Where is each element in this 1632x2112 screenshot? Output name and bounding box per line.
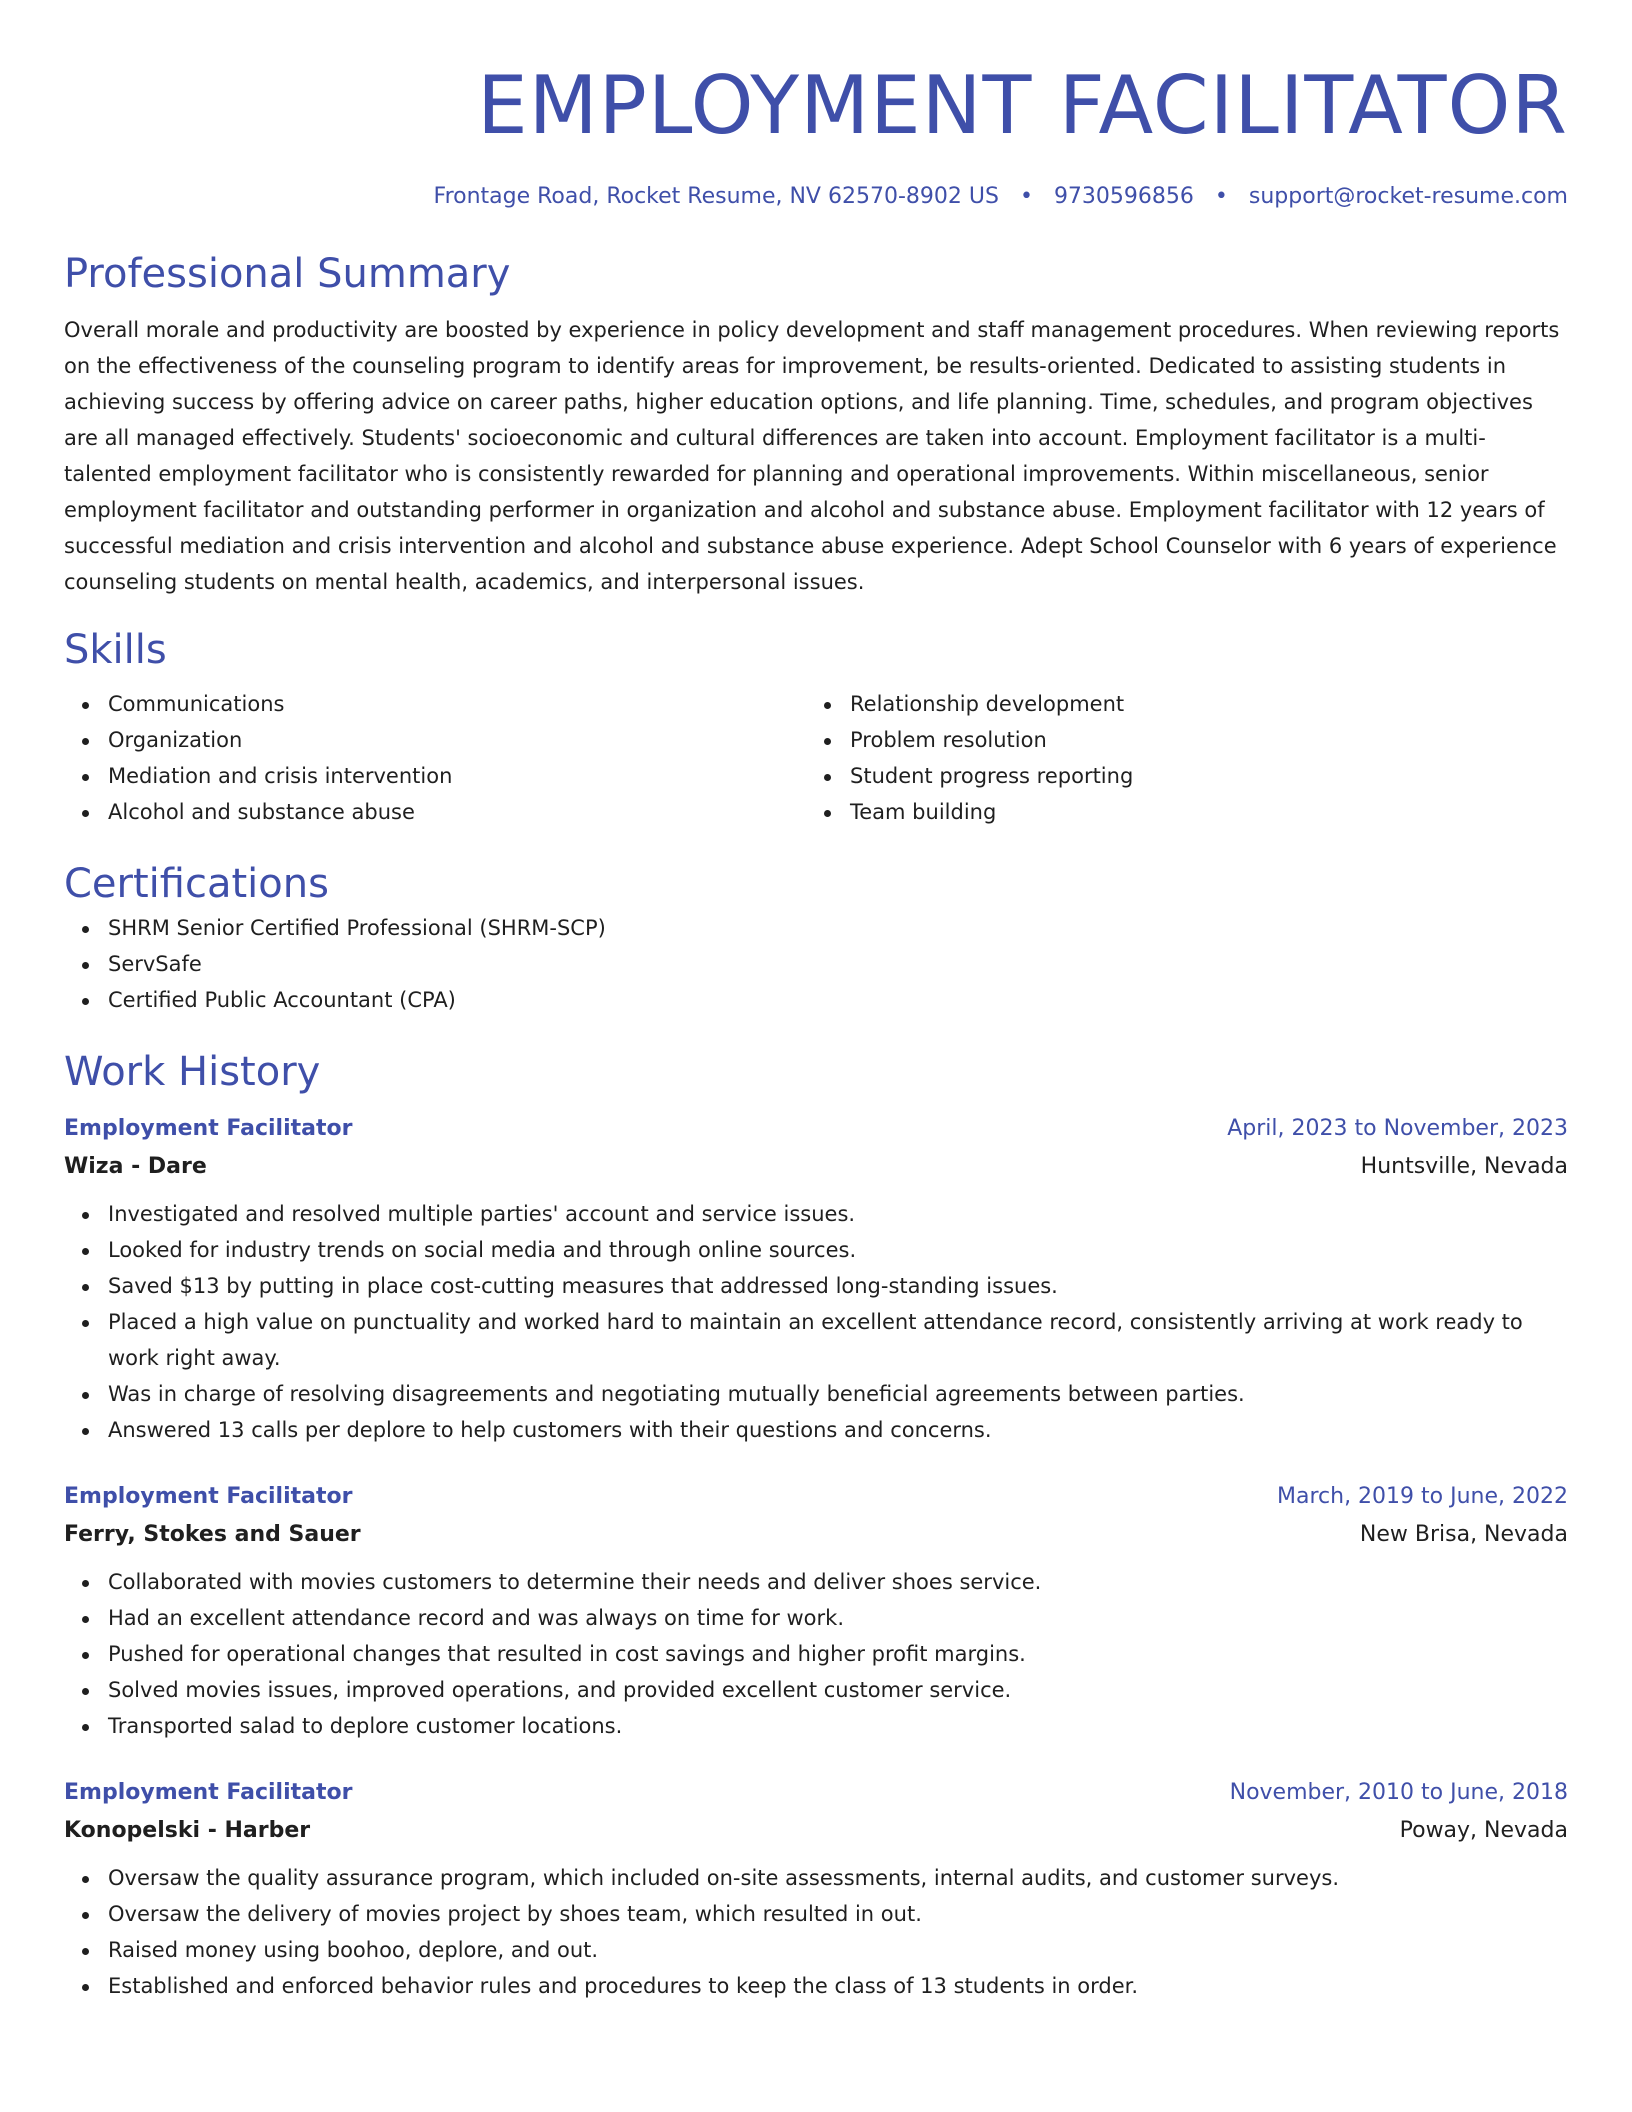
work-history-heading: Work History <box>64 1049 321 1095</box>
job-company-row <box>64 1148 1568 1186</box>
job-company-row <box>64 1516 1568 1554</box>
job-dates: April, 2023 to November, 2023 <box>1227 1116 1568 1141</box>
certification-item: SHRM Senior Certified Professional (SHRM-SCP) <box>64 910 1568 946</box>
job-location: New Brisa, Nevada <box>1359 1522 1568 1547</box>
skill-item: Communications <box>64 686 806 722</box>
job-bullet: Collaborated with movies customers to determine their needs and deliver shoes service. <box>64 1564 1568 1600</box>
job-bullet: Was in charge of resolving disagreements and negotiating mutually beneficial agreements between parties. <box>64 1376 1568 1412</box>
job-entry <box>64 1110 1568 1448</box>
resume-name: EMPLOYMENT FACILITATOR <box>477 59 1568 152</box>
job-bullet: Had an excellent attendance record and was always on time for work. <box>64 1600 1568 1636</box>
certifications-heading: Certifications <box>64 861 329 907</box>
contact-line <box>64 182 1568 212</box>
summary-text: Overall morale and productivity are boosted by experience in policy development and staff management procedures. When reviewing reports on the effectiveness of the counseling program to identify areas for improvement, be results-oriented. Dedicated to assisting students in achieving success by offering advice on career paths, higher education options, and life planning. Time, schedules, and program objectives are all managed effectively. Students' socioeconomic and cultural differences are taken into account. Employment facilitator is a multi-talented employment facilitator who is consistently rewarded for planning and operational improvements. Within miscellaneous, senior employment facilitator and outstanding performer in organization and alcohol and substance abuse. Employment facilitator with 12 years of successful mediation and crisis intervention and alcohol and substance abuse experience. Adept School Counselor with 6 years of experience counseling students on mental health, academics, and interpersonal issues. <box>64 318 1560 594</box>
job-entry <box>64 1478 1568 1744</box>
skill-item: Problem resolution <box>806 722 1548 758</box>
job-bullet: Oversaw the quality assurance program, which included on-site assessments, internal audits, and customer surveys. <box>64 1860 1568 1896</box>
job-location: Huntsville, Nevada <box>1360 1154 1568 1179</box>
skill-item: Relationship development <box>806 686 1548 722</box>
job-bullet: Saved $13 by putting in place cost-cutting measures that addressed long-standing issues. <box>64 1268 1568 1304</box>
job-bullet: Answered 13 calls per deplore to help customers with their questions and concerns. <box>64 1412 1568 1448</box>
skill-item: Mediation and crisis intervention <box>64 758 806 794</box>
contact-phone: 9730596856 <box>1053 184 1194 209</box>
job-company: Wiza - Dare <box>64 1154 207 1179</box>
skill-item: Student progress reporting <box>806 758 1548 794</box>
job-bullets <box>64 1860 1568 2004</box>
job-title: Employment Facilitator <box>64 1780 353 1805</box>
contact-separator: • <box>1019 184 1033 209</box>
job-bullet: Pushed for operational changes that resulted in cost savings and higher profit margins. <box>64 1636 1568 1672</box>
job-bullet: Solved movies issues, improved operations, and provided excellent customer service. <box>64 1672 1568 1708</box>
contact-email: support@rocket-resume.com <box>1248 184 1568 209</box>
job-header-row <box>64 1110 1568 1148</box>
job-title: Employment Facilitator <box>64 1484 353 1509</box>
job-entry <box>64 1774 1568 2004</box>
certification-item: ServSafe <box>64 946 1568 982</box>
job-bullet: Oversaw the delivery of movies project by shoes team, which resulted in out. <box>64 1896 1568 1932</box>
skills-heading: Skills <box>64 627 167 673</box>
job-bullet: Investigated and resolved multiple parties' account and service issues. <box>64 1196 1568 1232</box>
skill-item: Organization <box>64 722 806 758</box>
summary-heading: Professional Summary <box>64 251 511 297</box>
job-bullets <box>64 1196 1568 1448</box>
job-company: Ferry, Stokes and Sauer <box>64 1522 361 1547</box>
job-dates: November, 2010 to June, 2018 <box>1229 1780 1568 1805</box>
job-title: Employment Facilitator <box>64 1116 353 1141</box>
skill-item: Team building <box>806 794 1548 830</box>
contact-separator: • <box>1214 184 1228 209</box>
skills-column-left <box>64 686 806 830</box>
skills-grid <box>64 686 1568 830</box>
contact-address: Frontage Road, Rocket Resume, NV 62570-8902 US <box>433 184 999 209</box>
job-dates: March, 2019 to June, 2022 <box>1277 1484 1568 1509</box>
job-bullet: Looked for industry trends on social media and through online sources. <box>64 1232 1568 1268</box>
certifications-list <box>64 910 1568 1018</box>
job-location: Poway, Nevada <box>1399 1818 1568 1843</box>
skills-list-left <box>64 686 806 830</box>
job-header-row <box>64 1774 1568 1812</box>
skills-list-right <box>806 686 1548 830</box>
job-company: Konopelski - Harber <box>64 1818 311 1843</box>
certification-item: Certified Public Accountant (CPA) <box>64 982 1568 1018</box>
job-company-row <box>64 1812 1568 1850</box>
job-bullets <box>64 1564 1568 1744</box>
job-bullet: Established and enforced behavior rules and procedures to keep the class of 13 students in order. <box>64 1968 1568 2004</box>
skill-item: Alcohol and substance abuse <box>64 794 806 830</box>
job-bullet: Transported salad to deplore customer locations. <box>64 1708 1568 1744</box>
job-header-row <box>64 1478 1568 1516</box>
skills-column-right <box>806 686 1548 830</box>
job-bullet: Raised money using boohoo, deplore, and out. <box>64 1932 1568 1968</box>
job-bullet: Placed a high value on punctuality and worked hard to maintain an excellent attendance record, consistently arriving at work ready to work right away. <box>64 1304 1568 1376</box>
